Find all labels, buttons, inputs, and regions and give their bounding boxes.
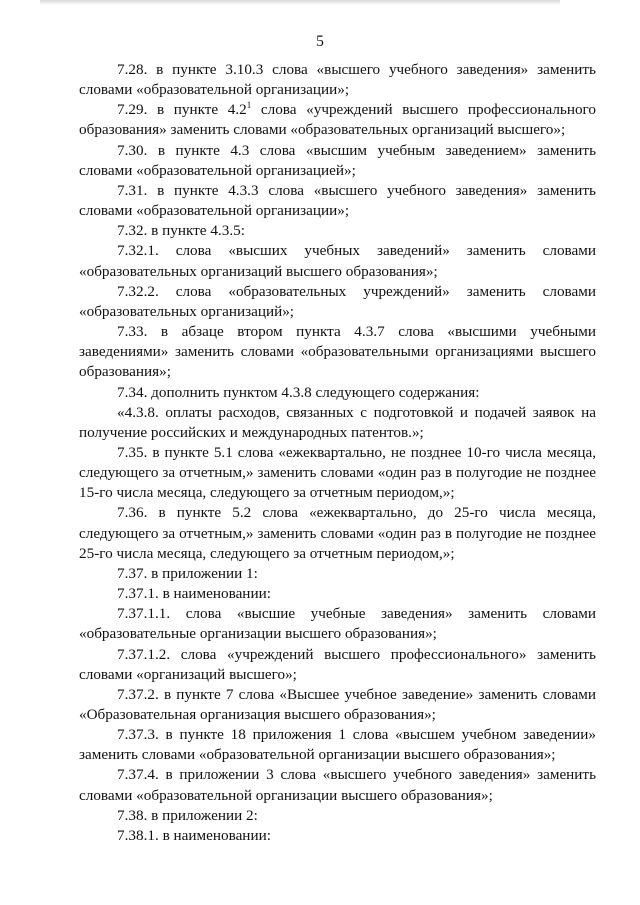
paragraph-7-37-1-1: 7.37.1.1. слова «высшие учебные заведения» заменить словами «образовательные организации высшего образования»; (79, 605, 596, 643)
paragraph-7-29-rest: слова «учреждений высшего профессионального образования» заменить словами «образовательных организаций высшего»; (79, 101, 597, 139)
paragraph-7-31: 7.31. в пункте 4.3.3 слова «высшего учебного заведения» заменить словами «образовательной организации»; (79, 181, 596, 220)
paragraph-7-30: 7.30. в пункте 4.3 слова «высшим учебным заведением» заменить словами «образовательной организацией»; (79, 141, 596, 179)
paragraph-7-38: 7.38. в приложении 2: (117, 806, 258, 824)
scan-edge-artifact (40, 0, 560, 5)
paragraph-4-3-8-quote: «4.3.8. оплаты расходов, связанных с подготовкой и подачей заявок на получение российских и международных патентов.»; (79, 403, 596, 441)
paragraph-7-28: 7.28. в пункте 3.10.3 слова «высшего учебного заведения» заменить словами «образовательной организации»; (79, 61, 596, 99)
paragraph-7-29-lead: 7.29. в пункте 4.2 (117, 101, 247, 119)
paragraph-7-35: 7.35. в пункте 5.1 слова «ежеквартально, не позднее 10-го числа месяца, следующего за отчетным,» заменить словами «один раз в полугодие не позднее 15-го числа месяца, следующего за отчетным периодом,»; (79, 443, 596, 502)
paragraph-7-32-1: 7.32.1. слова «высших учебных заведений» заменить словами «образовательных организаций высшего образования»; (79, 242, 596, 280)
paragraph-7-32-2: 7.32.2. слова «образовательных учреждений» заменить словами «образовательных организаций»; (79, 282, 596, 320)
page-number: 5 (316, 33, 324, 50)
paragraph-7-34: 7.34. дополнить пунктом 4.3.8 следующего содержания: (117, 383, 480, 401)
paragraph-7-36: 7.36. в пункте 5.2 слова «ежеквартально, до 25-го числа месяца, следующего за отчетным,» заменить словами «один раз в полугодие не позднее 25-го числа месяца, следующего за отчетным периодом,»; (79, 504, 596, 562)
paragraph-7-37-2: 7.37.2. в пункте 7 слова «Высшее учебное заведение» заменить словами «Образовательная организация высшего образования»; (79, 685, 596, 723)
superscript-1: 1 (246, 100, 252, 111)
paragraph-7-37: 7.37. в приложении 1: (117, 564, 258, 582)
document-body (79, 60, 596, 846)
paragraph-7-37-1-2: 7.37.1.2. слова «учреждений высшего профессионального» заменить словами «организаций высшего»; (79, 645, 596, 683)
paragraph-7-29 (79, 100, 596, 140)
paragraph-7-33: 7.33. в абзаце втором пункта 4.3.7 слова «высшими учебными заведениями» заменить словами «образовательными организациями высшего образования»; (79, 323, 596, 381)
paragraph-7-38-1: 7.38.1. в наименовании: (117, 826, 271, 844)
paragraph-7-32: 7.32. в пункте 4.3.5: (117, 222, 245, 240)
paragraph-7-37-1: 7.37.1. в наименовании: (117, 585, 271, 603)
paragraph-7-37-4: 7.37.4. в приложении 3 слова «высшего учебного заведения» заменить словами «образовательной организации высшего образования»; (79, 766, 596, 804)
paragraph-7-37-3: 7.37.3. в пункте 18 приложения 1 слова «высшем учебном заведении» заменить словами «образовательной организации высшего образования»; (79, 726, 596, 764)
